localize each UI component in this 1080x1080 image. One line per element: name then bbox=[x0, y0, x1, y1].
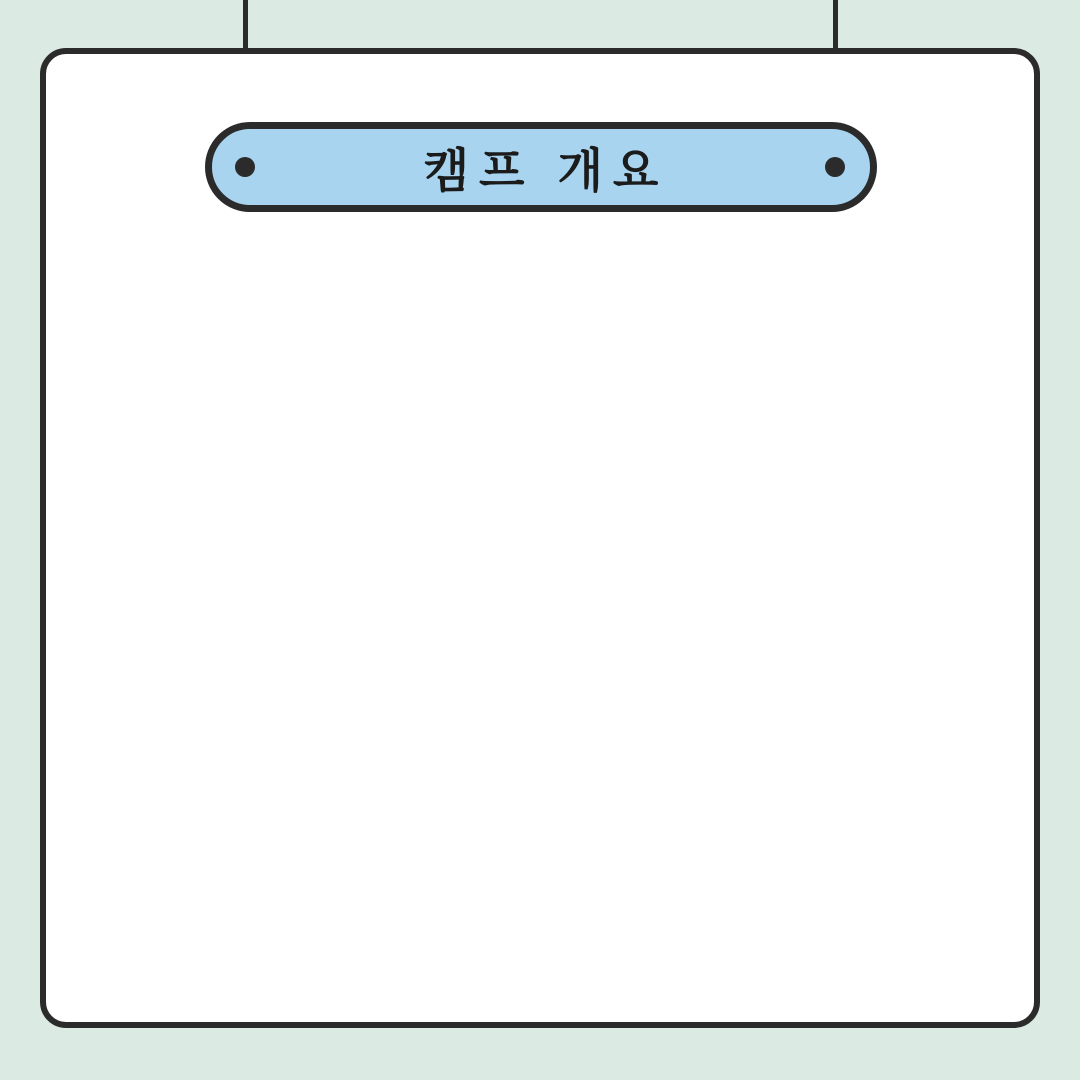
page-title bbox=[205, 122, 877, 212]
hanger-knob-left bbox=[235, 157, 255, 177]
page-title-text: 캠프 개요 bbox=[423, 143, 669, 197]
hanger-knob-right bbox=[825, 157, 845, 177]
